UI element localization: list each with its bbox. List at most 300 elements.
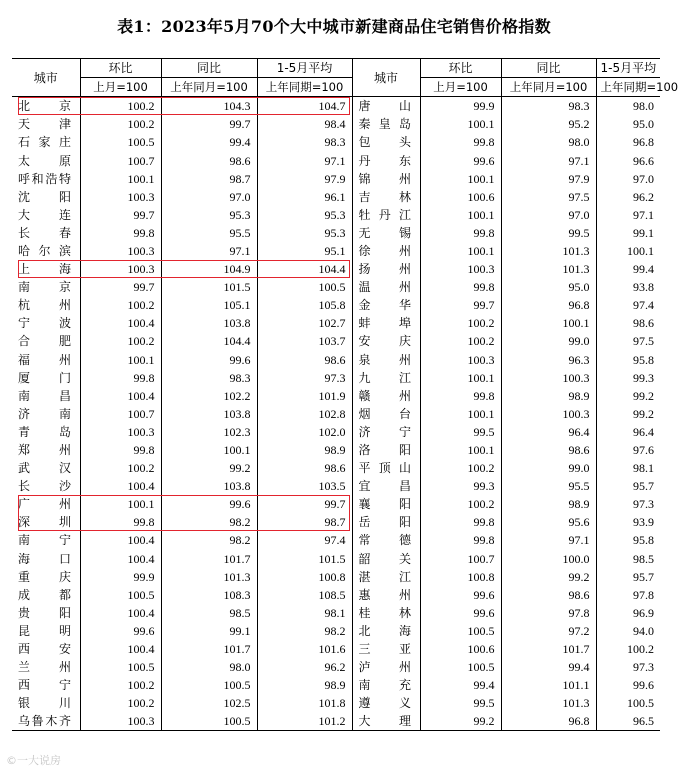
mom-cell: 99.8 [473,225,495,240]
avg-cell: 101.9 [257,387,352,405]
price-index-table [12,58,678,731]
avg-cell: 98.0 [596,97,660,116]
table-row [12,296,660,314]
avg-base-header: 上年同期=100 [257,78,352,97]
city-name-cell: 牡丹江 [352,206,420,224]
mom-cell: 100.5 [80,133,161,151]
city-name-cell: 深 圳 [18,515,72,530]
avg-cell: 97.1 [596,206,660,224]
mom-cell: 99.8 [473,280,495,295]
avg-cell: 99.6 [596,676,660,694]
table-row [12,477,660,495]
city-name-cell: 贵 阳 [18,605,72,620]
mom-cell: 100.4 [80,640,161,658]
yoy-cell: 95.2 [501,115,596,133]
avg-cell: 98.6 [257,351,352,369]
table-row [12,694,660,712]
mom-header: 环比 [80,59,161,78]
city-name-cell: 韶 关 [352,550,420,568]
table-row [12,604,660,622]
mom-cell: 99.7 [473,298,495,313]
avg-cell: 97.3 [257,369,352,387]
yoy-cell: 99.4 [501,658,596,676]
yoy-cell: 103.8 [161,314,257,332]
table-row [12,151,660,169]
city-name-cell: 哈尔滨 [18,243,72,258]
city-name-cell: 济 南 [18,406,72,421]
city-name-cell: 惠 州 [352,586,420,604]
table-row [12,441,660,459]
city-name-cell: 西 安 [18,642,72,657]
city-name-cell: 济 宁 [352,423,420,441]
city-name-cell: 包 头 [352,133,420,151]
city-name-cell: 赣 州 [352,387,420,405]
mom-header: 环比 [420,59,501,78]
avg-cell: 99.7 [257,495,352,513]
yoy-cell: 97.1 [161,242,257,260]
yoy-cell: 97.2 [501,622,596,640]
city-name-cell: 北 京 [18,99,72,114]
yoy-cell: 98.6 [501,586,596,604]
city-name-cell: 沈 阳 [18,189,72,204]
table-row [12,206,660,224]
avg-cell: 100.2 [596,640,660,658]
mom-cell: 99.8 [473,388,495,403]
avg-cell: 105.8 [257,296,352,314]
city-name-cell: 南 京 [18,280,72,295]
avg-cell: 108.5 [257,586,352,604]
avg-cell: 101.2 [257,712,352,731]
mom-cell: 100.3 [80,260,161,278]
table-row [12,314,660,332]
avg-cell: 100.5 [257,278,352,296]
yoy-cell: 99.1 [161,622,257,640]
mom-cell: 100.4 [80,531,161,549]
yoy-cell: 95.5 [161,224,257,242]
avg-cell: 99.4 [596,260,660,278]
yoy-cell: 104.4 [161,332,257,350]
mom-cell: 100.3 [467,352,495,367]
yoy-cell: 96.4 [501,423,596,441]
avg-cell: 93.9 [596,513,660,531]
avg-cell: 102.7 [257,314,352,332]
city-name-cell: 石家庄 [18,135,72,150]
yoy-cell: 98.0 [501,133,596,151]
avg-cell: 97.5 [596,332,660,350]
avg-cell: 95.8 [596,351,660,369]
table-row [12,676,660,694]
yoy-cell: 101.7 [161,640,257,658]
avg-cell: 99.3 [596,369,660,387]
yoy-cell: 98.9 [501,387,596,405]
avg-cell: 98.9 [257,676,352,694]
city-name-cell: 宁 波 [18,316,72,331]
mom-cell: 100.2 [80,97,161,116]
city-name-cell: 乌鲁木齐 [12,712,80,731]
avg-cell: 95.7 [596,568,660,586]
avg-cell: 97.9 [257,170,352,188]
avg-base-header: 上年同期=100 [596,78,660,97]
avg-cell: 97.1 [257,151,352,169]
header-row-main [12,59,660,78]
mom-cell: 100.2 [80,115,161,133]
avg-cell: 100.1 [596,242,660,260]
city-name-cell: 桂 林 [352,604,420,622]
yoy-cell: 95.3 [161,206,257,224]
city-name-cell: 唐 山 [352,97,420,116]
avg-cell: 97.3 [596,495,660,513]
table-body [12,97,660,731]
mom-cell: 99.3 [473,479,495,494]
yoy-cell: 98.3 [501,97,596,116]
avg-cell: 98.9 [257,441,352,459]
mom-cell: 100.3 [467,262,495,277]
yoy-cell: 98.7 [161,170,257,188]
yoy-cell: 99.5 [501,224,596,242]
yoy-cell: 104.9 [161,260,257,278]
page-title: 表1：2023年5月70个大中城市新建商品住宅销售价格指数 [117,17,551,36]
yoy-cell: 99.2 [161,459,257,477]
table-row [12,586,660,604]
city-name-cell: 广 州 [18,497,72,512]
avg-cell: 96.8 [596,133,660,151]
yoy-cell: 97.9 [501,170,596,188]
avg-cell: 96.2 [257,658,352,676]
table-row [12,170,660,188]
table-row [12,405,660,423]
city-name-cell: 福 州 [18,352,72,367]
table-row [12,188,660,206]
avg-cell: 98.7 [257,513,352,531]
mom-cell: 100.5 [467,660,495,675]
yoy-cell: 98.6 [161,151,257,169]
mom-cell: 100.3 [80,242,161,260]
avg-cell: 98.5 [596,550,660,568]
avg-cell: 98.3 [257,133,352,151]
avg-cell: 99.2 [596,387,660,405]
avg-cell: 95.8 [596,531,660,549]
yoy-cell: 108.3 [161,586,257,604]
avg-cell: 101.6 [257,640,352,658]
mom-cell: 99.2 [420,712,501,731]
mom-cell: 100.7 [80,151,161,169]
yoy-cell: 101.5 [161,278,257,296]
mom-cell: 100.1 [467,207,495,222]
avg-cell: 102.8 [257,405,352,423]
city-name-cell: 南 昌 [18,388,72,403]
mom-cell: 100.1 [467,370,495,385]
avg-cell: 97.6 [596,441,660,459]
mom-cell: 99.8 [473,515,495,530]
yoy-cell: 97.1 [501,151,596,169]
city-name-cell: 泸 州 [352,658,420,676]
avg-header: 1-5月平均 [596,59,660,78]
yoy-cell: 96.8 [501,296,596,314]
mom-cell: 99.9 [473,99,495,114]
city-name-cell: 成 都 [18,587,72,602]
yoy-base-header: 上年同月=100 [161,78,257,97]
avg-cell: 95.0 [596,115,660,133]
mom-cell: 100.4 [80,604,161,622]
city-name-cell: 无 锡 [352,224,420,242]
mom-base-header: 上月=100 [420,78,501,97]
mom-cell: 100.8 [467,569,495,584]
mom-cell: 100.4 [80,314,161,332]
city-name-cell: 洛 阳 [352,441,420,459]
avg-cell: 97.0 [596,170,660,188]
yoy-cell: 105.1 [161,296,257,314]
yoy-cell: 104.3 [161,97,257,116]
mom-cell: 99.5 [473,696,495,711]
avg-cell: 96.5 [596,712,660,731]
city-name-cell: 武 汉 [18,461,72,476]
yoy-cell: 98.2 [161,513,257,531]
table-row [12,133,660,151]
mom-cell: 100.7 [467,551,495,566]
avg-cell: 93.8 [596,278,660,296]
avg-cell: 96.1 [257,188,352,206]
avg-cell: 96.6 [596,151,660,169]
avg-cell: 96.2 [596,188,660,206]
yoy-cell: 96.3 [501,351,596,369]
avg-cell: 97.4 [257,531,352,549]
yoy-cell: 99.7 [161,115,257,133]
city-name-cell: 郑 州 [18,443,72,458]
yoy-header: 同比 [501,59,596,78]
mom-cell: 100.1 [80,495,161,513]
mom-cell: 99.5 [473,424,495,439]
city-name-cell: 重 庆 [18,569,72,584]
mom-cell: 100.2 [80,459,161,477]
yoy-cell: 97.8 [501,604,596,622]
avg-cell: 104.4 [257,260,352,278]
city-name-cell: 岳 阳 [352,513,420,531]
yoy-cell: 99.6 [161,351,257,369]
table-row [12,423,660,441]
avg-cell: 95.1 [257,242,352,260]
table-row [12,495,660,513]
avg-header: 1-5月平均 [257,59,352,78]
yoy-cell: 103.8 [161,405,257,423]
avg-cell: 95.7 [596,477,660,495]
mom-cell: 99.8 [80,224,161,242]
mom-cell: 100.1 [467,243,495,258]
mom-cell: 99.6 [473,605,495,620]
city-name-cell: 北 海 [352,622,420,640]
city-name-cell: 常 德 [352,531,420,549]
yoy-cell: 97.0 [161,188,257,206]
yoy-cell: 98.3 [161,369,257,387]
mom-base-header: 上月=100 [80,78,161,97]
avg-cell: 97.4 [596,296,660,314]
avg-cell: 96.4 [596,423,660,441]
mom-cell: 100.1 [467,406,495,421]
yoy-cell: 97.0 [501,206,596,224]
mom-cell: 100.1 [467,171,495,186]
avg-cell: 100.8 [257,568,352,586]
city-name-cell: 金 华 [352,296,420,314]
city-name-cell: 湛 江 [352,568,420,586]
yoy-cell: 101.3 [501,260,596,278]
city-name-cell: 呼和浩特 [18,171,72,186]
yoy-cell: 98.5 [161,604,257,622]
avg-cell: 96.9 [596,604,660,622]
yoy-cell: 101.7 [501,640,596,658]
mom-cell: 100.1 [467,117,495,132]
city-name-cell: 兰 州 [18,660,72,675]
city-name-cell: 丹 东 [352,151,420,169]
avg-cell: 95.3 [257,224,352,242]
avg-cell: 104.7 [257,97,352,116]
table-row [12,513,660,531]
yoy-cell: 98.9 [501,495,596,513]
mom-cell: 99.6 [80,622,161,640]
city-name-cell: 昆 明 [18,623,72,638]
yoy-cell: 95.6 [501,513,596,531]
mom-cell: 100.2 [80,676,161,694]
table-row [12,459,660,477]
avg-cell: 98.1 [257,604,352,622]
yoy-cell: 99.0 [501,332,596,350]
avg-cell: 102.0 [257,423,352,441]
avg-cell: 99.1 [596,224,660,242]
mom-cell: 100.2 [467,461,495,476]
watermark: ©一大说房 [6,754,61,767]
mom-cell: 100.4 [80,477,161,495]
mom-cell: 100.2 [80,694,161,712]
city-name-cell: 烟 台 [352,405,420,423]
yoy-cell: 98.6 [501,441,596,459]
city-name-cell: 徐 州 [352,242,420,260]
yoy-cell: 101.3 [501,242,596,260]
yoy-cell: 100.0 [501,550,596,568]
mom-cell: 100.5 [80,586,161,604]
header-row-base [12,78,660,97]
avg-cell: 97.3 [596,658,660,676]
mom-cell: 99.8 [80,513,161,531]
avg-cell: 103.7 [257,332,352,350]
city-name-cell: 三 亚 [352,640,420,658]
avg-cell: 99.2 [596,405,660,423]
city-name-cell: 扬 州 [352,260,420,278]
mom-cell: 100.5 [467,623,495,638]
table-row [12,658,660,676]
city-name-cell: 海 口 [18,551,72,566]
yoy-cell: 101.7 [161,550,257,568]
yoy-cell: 99.0 [501,459,596,477]
avg-cell: 101.5 [257,550,352,568]
yoy-cell: 96.8 [501,712,596,731]
city-name-cell: 秦皇岛 [352,115,420,133]
yoy-cell: 100.3 [501,405,596,423]
city-name-cell: 平顶山 [352,459,420,477]
mom-cell: 99.7 [80,278,161,296]
avg-cell: 98.1 [596,459,660,477]
avg-cell: 103.5 [257,477,352,495]
mom-cell: 99.8 [80,441,161,459]
city-name-cell: 天 津 [18,117,72,132]
yoy-cell: 95.5 [501,477,596,495]
table-row [12,568,660,586]
city-name-cell: 厦 门 [18,370,72,385]
city-header: 城市 [352,59,420,97]
city-name-cell: 大 连 [18,207,72,222]
city-name-cell: 锦 州 [352,170,420,188]
yoy-cell: 99.4 [161,133,257,151]
table-row [12,640,660,658]
yoy-cell: 100.5 [161,676,257,694]
mom-cell: 100.6 [467,189,495,204]
table-row [12,115,660,133]
avg-cell: 98.2 [257,622,352,640]
city-name-cell: 泉 州 [352,351,420,369]
yoy-cell: 99.2 [501,568,596,586]
city-name-cell: 合 肥 [18,334,72,349]
mom-cell: 99.7 [80,206,161,224]
yoy-cell: 102.3 [161,423,257,441]
mom-cell: 99.6 [473,587,495,602]
avg-cell: 97.8 [596,586,660,604]
yoy-cell: 102.2 [161,387,257,405]
yoy-cell: 98.2 [161,531,257,549]
mom-cell: 100.5 [80,658,161,676]
yoy-cell: 100.1 [501,314,596,332]
table-row [12,224,660,242]
mom-cell: 100.1 [467,443,495,458]
city-header: 城市 [12,59,80,97]
mom-cell: 99.8 [80,369,161,387]
yoy-cell: 101.1 [501,676,596,694]
yoy-cell: 97.5 [501,188,596,206]
avg-cell: 100.5 [596,694,660,712]
city-name-cell: 九 江 [352,369,420,387]
mom-cell: 99.8 [473,533,495,548]
table-row [12,242,660,260]
city-name-cell: 襄 阳 [352,495,420,513]
city-name-cell: 南 宁 [18,533,72,548]
mom-cell: 99.6 [473,153,495,168]
table-row [12,531,660,549]
city-name-cell: 南 充 [352,676,420,694]
yoy-cell: 100.3 [501,369,596,387]
yoy-cell: 98.0 [161,658,257,676]
mom-cell: 100.2 [467,497,495,512]
mom-cell: 100.2 [467,334,495,349]
avg-cell: 98.6 [257,459,352,477]
yoy-cell: 103.8 [161,477,257,495]
mom-cell: 100.7 [80,405,161,423]
avg-cell: 95.3 [257,206,352,224]
city-name-cell: 银 川 [18,696,72,711]
avg-cell: 101.8 [257,694,352,712]
city-name-cell: 遵 义 [352,694,420,712]
yoy-header: 同比 [161,59,257,78]
yoy-cell: 95.0 [501,278,596,296]
mom-cell: 100.1 [80,170,161,188]
city-name-cell: 大 理 [352,712,420,731]
yoy-cell: 102.5 [161,694,257,712]
yoy-base-header: 上年同月=100 [501,78,596,97]
mom-cell: 100.2 [80,332,161,350]
city-name-cell: 上 海 [18,262,72,277]
city-name-cell: 吉 林 [352,188,420,206]
avg-cell: 98.4 [257,115,352,133]
avg-cell: 98.6 [596,314,660,332]
mom-cell: 100.3 [80,712,161,731]
mom-cell: 100.6 [467,642,495,657]
yoy-cell: 97.1 [501,531,596,549]
table-row [12,97,660,116]
